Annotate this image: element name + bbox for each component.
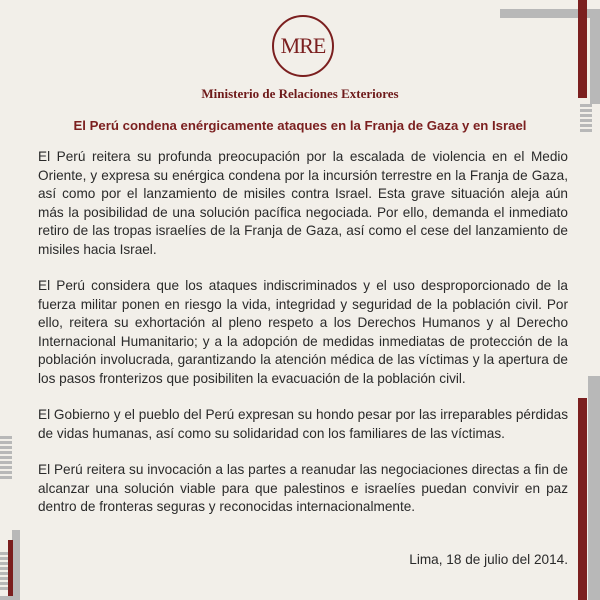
paragraph: El Gobierno y el pueblo del Perú expresan su hondo pesar por las irreparables pérdidas de vidas humanas, así como su solidaridad con los familiares de las víctimas. <box>38 407 568 441</box>
decorative-stripe <box>0 596 18 600</box>
decorative-stripe <box>578 398 587 600</box>
seal-text: MRE <box>280 33 326 58</box>
decorative-stripe <box>12 530 20 600</box>
ministry-seal-logo <box>272 15 334 77</box>
paragraph: El Perú considera que los ataques indiscriminados y el uso desproporcionado de la fuerza militar ponen en riesgo la vida, integridad y seguridad de la población civil. Por ello, reitera su exhortación al pleno respeto a los Derechos Humanos y al Derecho Internacional Humanitario; y a la adopción de medidas inmediatas de protección de la población involucrada, garantizando la atención médica de las víctimas y la apertura de los pasos fronterizos que posibiliten la evacuación de la población civil. <box>38 278 568 386</box>
ministry-name: Ministerio de Relaciones Exteriores <box>201 86 399 101</box>
headline: El Perú condena enérgicamente ataques en la Franja de Gaza y en Israel <box>73 118 527 133</box>
paragraph: El Perú reitera su profunda preocupación por la escalada de violencia en el Medio Oriente, y expresa su enérgica condena por la incursión terrestre en la Franja de Gaza, así como por el lanzamiento de misiles contra Israel. Esta grave situación aleja aún más la posibilidad de una solución pacífica negociada. Por ello, demanda el inmediato retiro de las tropas israelíes de la Franja de Gaza, así como el cese del lanzamiento de misiles hacia Israel. <box>38 149 568 257</box>
decorative-stripe <box>8 540 13 600</box>
decorative-dots <box>0 436 12 480</box>
decorative-dots <box>580 104 592 134</box>
decorative-stripe <box>588 376 600 600</box>
statement-body <box>38 148 568 535</box>
date-signature: Lima, 18 de julio del 2014. <box>409 552 568 567</box>
decorative-stripe <box>578 0 587 98</box>
paragraph: El Perú reitera su invocación a las partes a reanudar las negociaciones directas a fin de alcanzar una solución viable para que palestinos e israelíes puedan convivir en paz dentro de fronteras seguras y reconocidas internacionalmente. <box>38 462 568 514</box>
